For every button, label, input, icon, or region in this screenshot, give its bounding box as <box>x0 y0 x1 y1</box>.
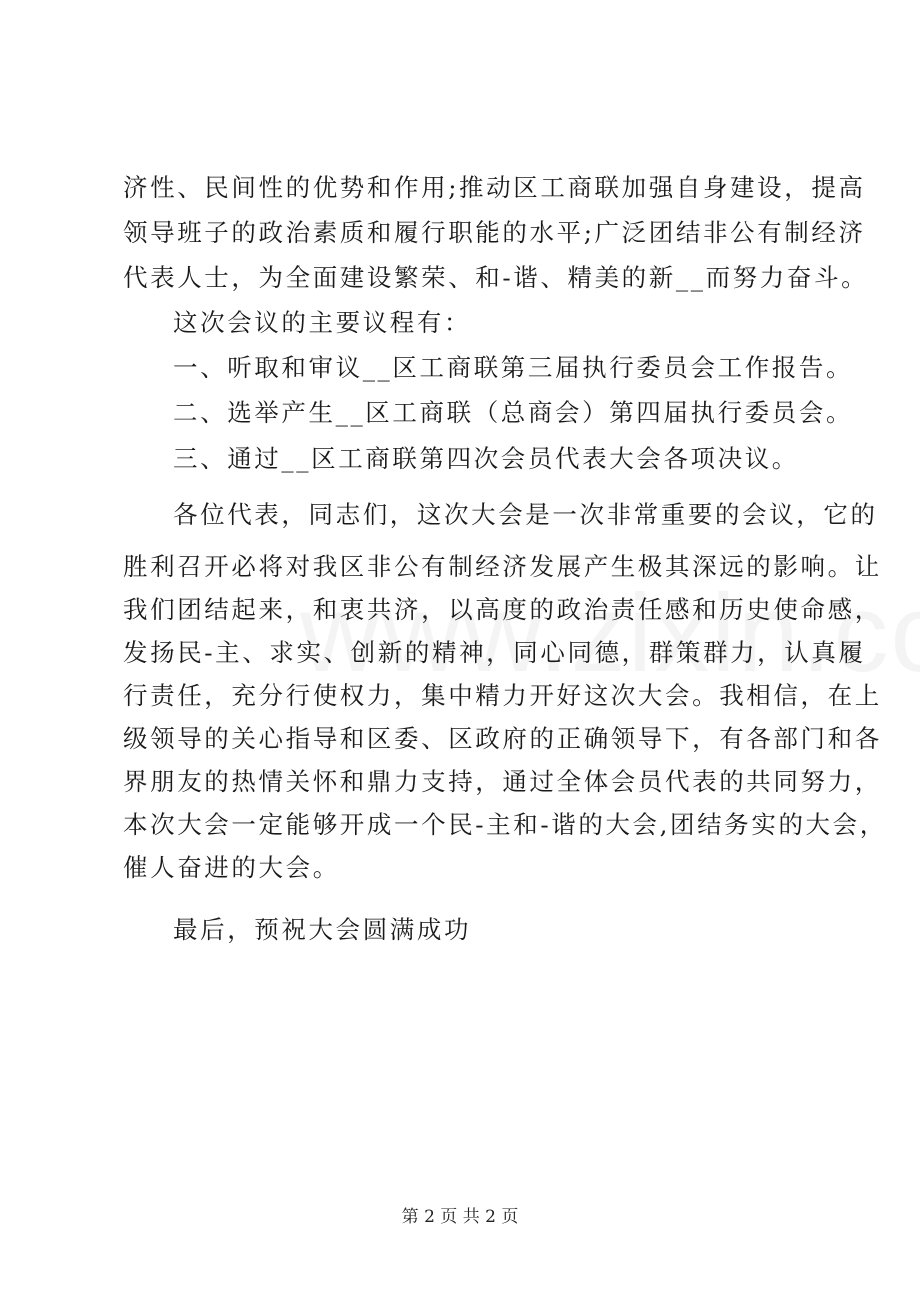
watermark <box>300 570 920 697</box>
body-line: 各位代表，同志们，这次大会是一次非常重要的会议，它的 <box>173 500 878 529</box>
page-number-footer: 第 2 页 共 2 页 <box>401 1207 519 1227</box>
agenda-item-2: 二、选举产生__区工商联（总商会）第四届执行委员会。 <box>173 398 854 427</box>
body-line: 代表人士，为全面建设繁荣、和-谐、精美的新__而努力奋斗。 <box>123 263 869 292</box>
body-line: 济性、民间性的优势和作用;推动区工商联加强自身建设，提高 <box>123 173 866 202</box>
body-line: 发扬民-主、求实、创新的精神，同心同德，群策群力，认真履 <box>123 638 866 667</box>
agenda-intro: 这次会议的主要议程有： <box>173 308 472 337</box>
agenda-item-3: 三、通过__区工商联第四次会员代表大会各项决议。 <box>173 444 799 473</box>
body-line: 领导班子的政治素质和履行职能的水平;广泛团结非公有制经济 <box>123 218 866 247</box>
body-line: 界朋友的热情关怀和鼎力支持，通过全体会员代表的共同努力， <box>123 767 882 796</box>
body-line: 胜利召开必将对我区非公有制经济发展产生极其深远的影响。让 <box>123 552 882 581</box>
body-line: 催人奋进的大会。 <box>123 853 340 882</box>
body-line: 级领导的关心指导和区委、区政府的正确领导下，有各部门和各 <box>123 724 882 753</box>
body-line: 行责任，充分行使权力，集中精力开好这次大会。我相信，在上 <box>123 681 882 710</box>
agenda-item-1: 一、听取和审议__区工商联第三届执行委员会工作报告。 <box>173 353 854 382</box>
closing-line: 最后，预祝大会圆满成功 <box>173 915 472 944</box>
body-line: 本次大会一定能够开成一个民-主和-谐的大会,团结务实的大会， <box>123 810 887 839</box>
body-line: 我们团结起来，和衷共济，以高度的政治责任感和历史使命感， <box>123 595 882 624</box>
